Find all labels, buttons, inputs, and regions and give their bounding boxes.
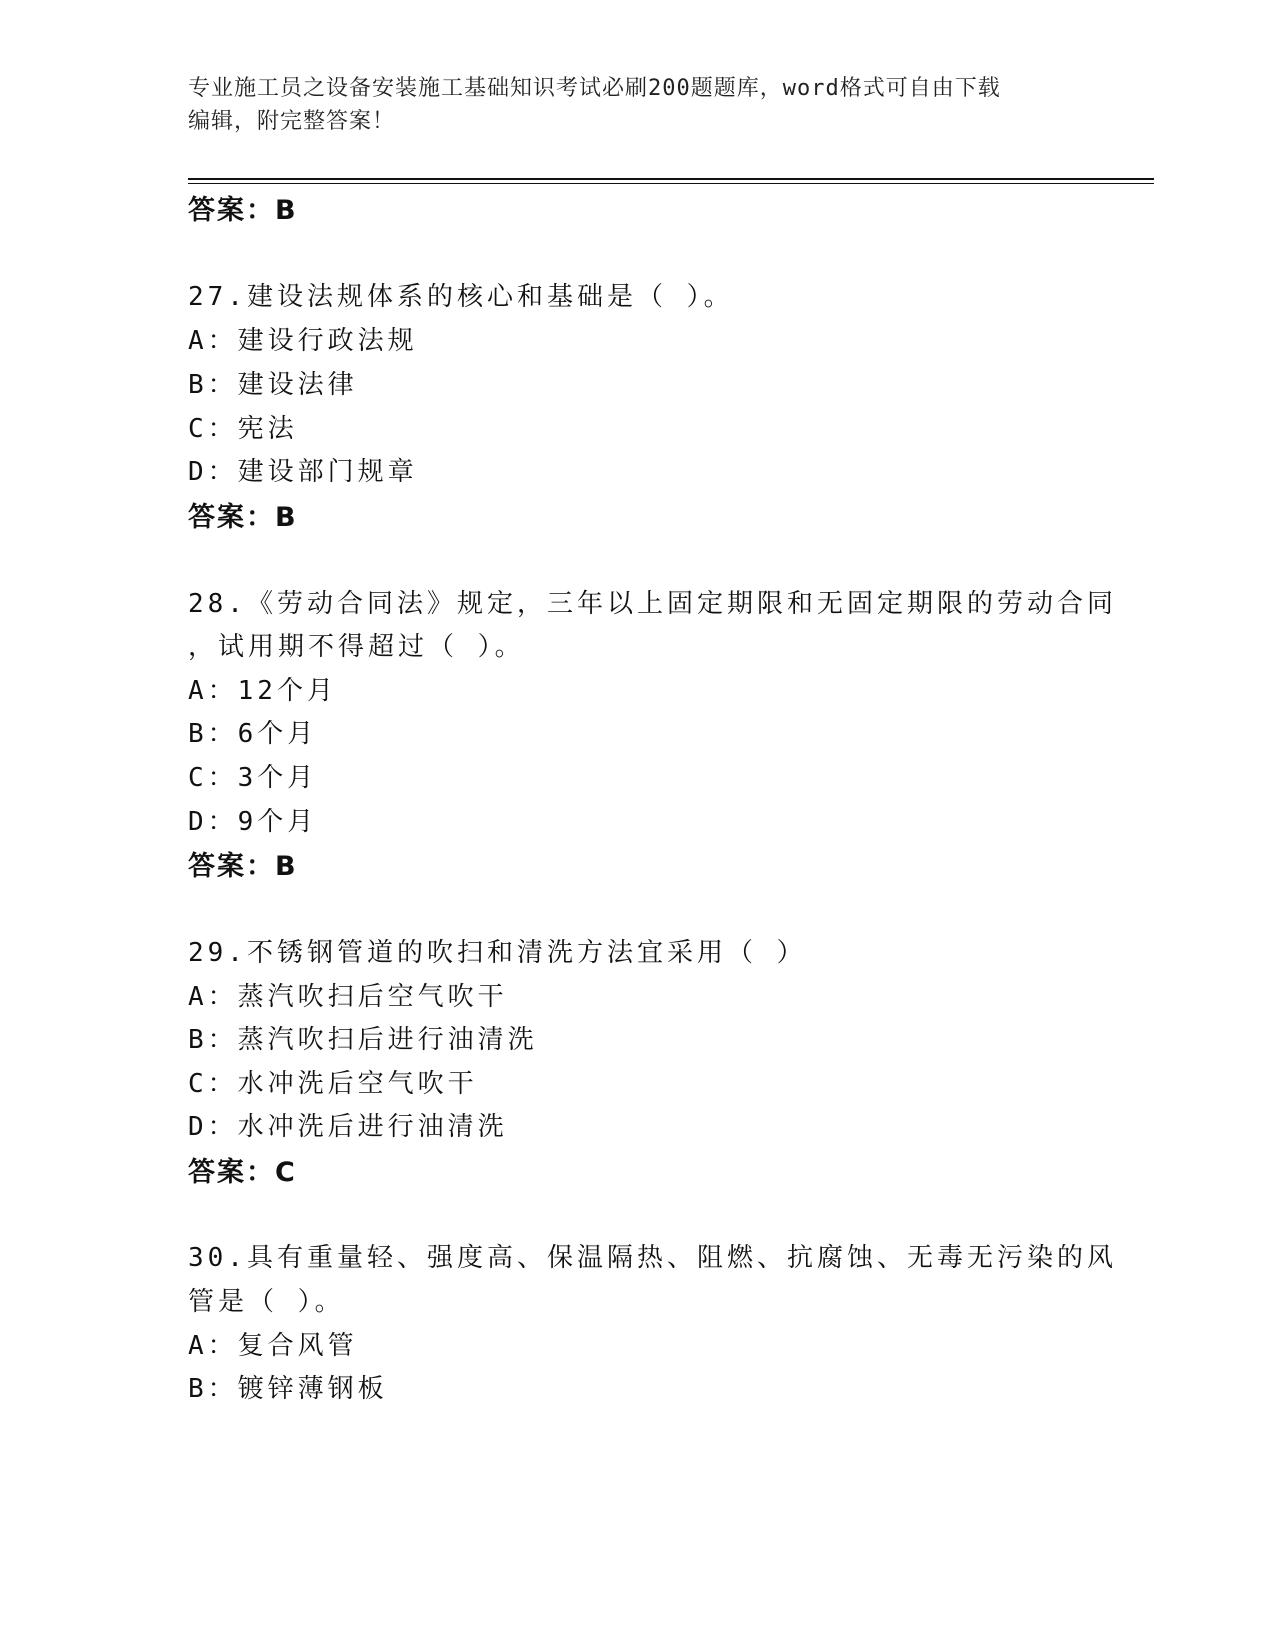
header-line-1: 专业施工员之设备安装施工基础知识考试必刷200题题库，word格式可自由下载 bbox=[188, 76, 1001, 101]
header-rule-thick bbox=[188, 178, 1154, 180]
question-28-option-c: C：3个月 bbox=[188, 763, 318, 793]
question-28-option-a: A：12个月 bbox=[188, 676, 337, 706]
answer-27: 答案：B bbox=[188, 502, 298, 533]
question-28-option-d: D：9个月 bbox=[188, 807, 318, 837]
question-29-option-b: B：蒸汽吹扫后进行油清洗 bbox=[188, 1025, 538, 1055]
question-27-stem: 27.建设法规体系的核心和基础是（ ）。 bbox=[188, 282, 734, 312]
question-30-stem-line-2: 管是（ ）。 bbox=[188, 1287, 345, 1317]
question-27-option-d: D：建设部门规章 bbox=[188, 457, 418, 487]
question-27-option-c: C：宪法 bbox=[188, 414, 298, 444]
question-30-option-a: A：复合风管 bbox=[188, 1331, 358, 1361]
document-header bbox=[188, 72, 1068, 138]
question-28-stem-line-2: ，试用期不得超过（ ）。 bbox=[188, 632, 525, 662]
question-29-option-d: D：水冲洗后进行油清洗 bbox=[188, 1112, 508, 1142]
question-27-option-a: A：建设行政法规 bbox=[188, 326, 418, 356]
question-28-option-b: B：6个月 bbox=[188, 719, 318, 749]
question-29-stem: 29.不锈钢管道的吹扫和清洗方法宜采用（ ） bbox=[188, 938, 807, 968]
answer-26: 答案：B bbox=[188, 195, 298, 226]
answer-28: 答案：B bbox=[188, 851, 298, 882]
header-rule-thin bbox=[188, 183, 1154, 184]
question-30-stem-line-1: 30.具有重量轻、强度高、保温隔热、阻燃、抗腐蚀、无毒无污染的风 bbox=[188, 1243, 1117, 1273]
question-29-option-a: A：蒸汽吹扫后空气吹干 bbox=[188, 982, 508, 1012]
question-29-option-c: C：水冲洗后空气吹干 bbox=[188, 1069, 478, 1099]
header-line-2: 编辑，附完整答案！ bbox=[188, 109, 396, 134]
question-30-option-b: B：镀锌薄钢板 bbox=[188, 1374, 388, 1404]
question-27-option-b: B：建设法律 bbox=[188, 370, 358, 400]
answer-29: 答案：C bbox=[188, 1157, 297, 1188]
question-28-stem-line-1: 28.《劳动合同法》规定，三年以上固定期限和无固定期限的劳动合同 bbox=[188, 589, 1117, 619]
